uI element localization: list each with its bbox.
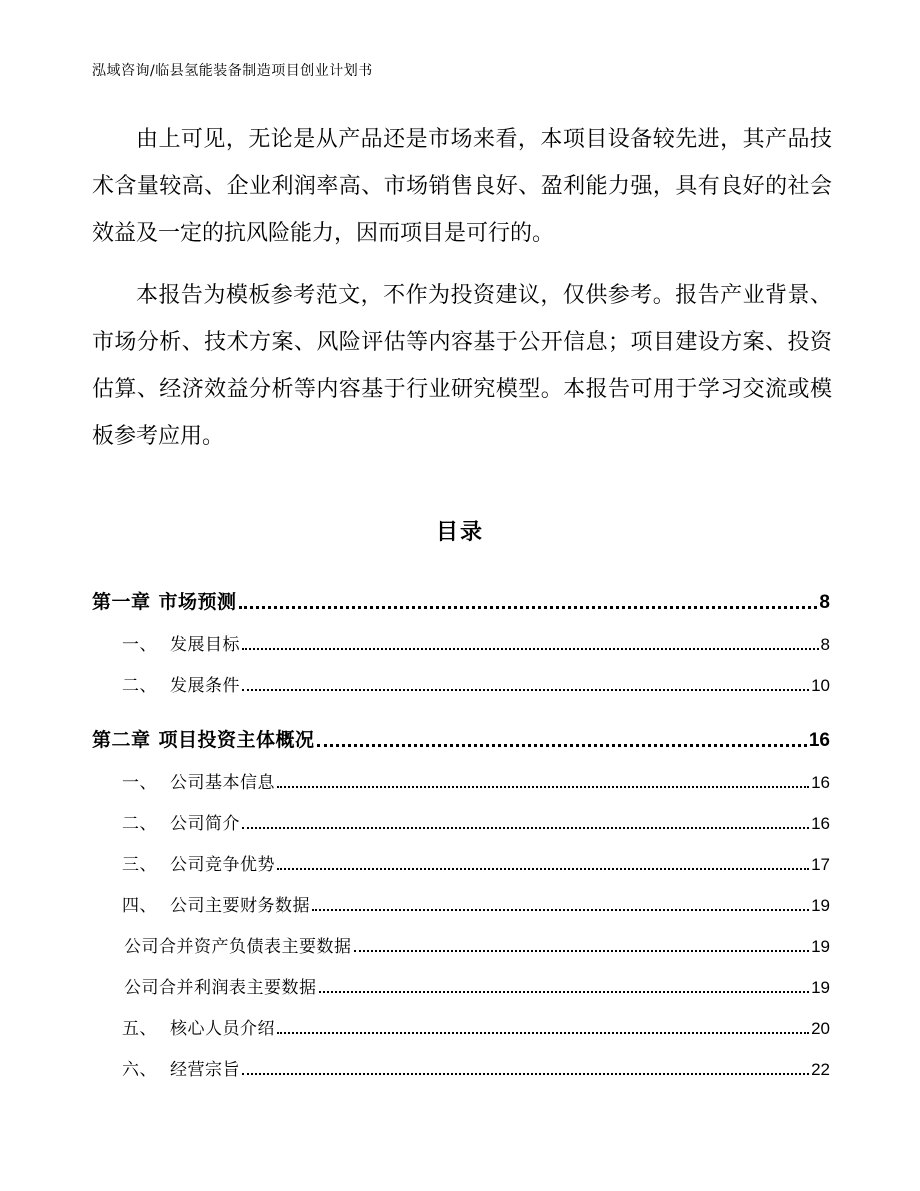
toc-entry-label: 公司合并利润表主要数据 xyxy=(124,978,317,998)
toc-entry-number: 一、 xyxy=(122,773,157,793)
toc-entry-section[interactable] xyxy=(92,758,830,799)
running-header: 泓域咨询/临县氢能装备制造项目创业计划书 xyxy=(92,63,373,79)
toc-dot-leader xyxy=(319,991,810,993)
toc-entry-label xyxy=(92,725,315,758)
toc-dot-leader xyxy=(242,1073,809,1075)
toc-entry-label xyxy=(122,1055,240,1086)
toc-entry-number: 三、 xyxy=(122,855,157,875)
toc-entry-number: 第二章 xyxy=(92,729,151,751)
toc-entry-title: 公司主要财务数据 xyxy=(170,896,310,916)
toc-entry-section[interactable] xyxy=(92,840,830,881)
toc-entry-number: 二、 xyxy=(122,814,157,834)
toc-dot-leader xyxy=(354,950,810,952)
toc-entry-title: 公司简介 xyxy=(170,814,240,834)
toc-dot-leader xyxy=(242,648,819,650)
toc-entry-title: 发展目标 xyxy=(170,635,240,655)
toc-entry-number: 第一章 xyxy=(92,591,151,613)
toc-entry-chapter-1[interactable] xyxy=(92,576,830,620)
toc-entry-label xyxy=(122,891,310,922)
toc-entry-page: 10 xyxy=(811,676,830,695)
toc-entry-title: 核心人员介绍 xyxy=(170,1019,275,1039)
body-paragraph-conclusion: 由上可见，无论是从产品还是市场来看，本项目设备较先进，其产品技术含量较高、企业利润率高、市场销售良好、盈利能力强，具有良好的社会效益及一定的抗风险能力，因而项目是可行的。 xyxy=(92,127,832,246)
toc-entry-title: 发展条件 xyxy=(170,676,240,696)
toc-entry-page: 16 xyxy=(808,730,830,751)
toc-entry-page: 16 xyxy=(811,773,830,792)
toc-entry-label xyxy=(92,587,237,620)
toc-entry-page: 16 xyxy=(811,814,830,833)
toc-entry-page: 20 xyxy=(811,1019,830,1038)
toc-dot-leader xyxy=(242,827,809,829)
toc-entry-section[interactable] xyxy=(92,881,830,922)
toc-dot-leader xyxy=(242,689,809,691)
toc-entry-page: 19 xyxy=(811,978,830,997)
body-paragraph-disclaimer: 本报告为模板参考范文，不作为投资建议，仅供参考。报告产业背景、市场分析、技术方案、风险评估等内容基于公开信息；项目建设方案、投资估算、经济效益分析等内容基于行业研究模型。本报告可用于学习交流或模板参考应用。 xyxy=(92,283,832,449)
toc-dot-leader xyxy=(317,744,807,747)
toc-entry-chapter-2[interactable] xyxy=(92,714,830,758)
toc-entry-section[interactable] xyxy=(92,661,830,702)
toc-entry-number: 六、 xyxy=(122,1060,157,1080)
toc-entry-label xyxy=(122,1014,275,1045)
toc-entry-subsection[interactable] xyxy=(92,922,830,963)
header-divider xyxy=(90,90,830,91)
toc-chapter-spacer xyxy=(92,702,830,714)
toc-dot-leader xyxy=(277,1032,809,1034)
toc-entry-subsection[interactable] xyxy=(92,963,830,1004)
toc-entry-page: 19 xyxy=(811,937,830,956)
toc-entry-label xyxy=(122,768,275,799)
toc-entry-page: 22 xyxy=(811,1060,830,1079)
toc-dot-leader xyxy=(312,909,809,911)
toc-entry-number: 五、 xyxy=(122,1019,157,1039)
toc-entry-number: 二、 xyxy=(122,676,157,696)
toc-dot-leader xyxy=(239,606,818,609)
toc-entry-section[interactable] xyxy=(92,1045,830,1086)
toc-entry-number: 四、 xyxy=(122,896,157,916)
toc-title: 目录 xyxy=(435,520,484,545)
toc-entry-title: 市场预测 xyxy=(158,591,237,613)
toc-entry-page: 17 xyxy=(811,855,830,874)
toc-entry-number: 一、 xyxy=(122,635,157,655)
toc-entry-label xyxy=(122,630,240,661)
toc-dot-leader xyxy=(277,786,809,788)
toc-entry-title: 经营宗旨 xyxy=(170,1060,240,1080)
toc-entry-title: 项目投资主体概况 xyxy=(158,729,315,751)
toc-entry-label: 公司合并资产负债表主要数据 xyxy=(124,937,352,957)
toc-entry-section[interactable] xyxy=(92,799,830,840)
toc-entry-page: 8 xyxy=(819,592,830,613)
toc-entry-title: 公司基本信息 xyxy=(170,773,275,793)
toc-entry-label xyxy=(122,850,275,881)
toc-entry-section[interactable] xyxy=(92,620,830,661)
toc-entry-page: 19 xyxy=(811,896,830,915)
toc-dot-leader xyxy=(277,868,809,870)
toc-entry-label xyxy=(122,809,240,840)
toc-entry-label xyxy=(122,671,240,702)
table-of-contents xyxy=(92,576,830,1086)
toc-entry-title: 公司竞争优势 xyxy=(170,855,275,875)
toc-entry-section[interactable] xyxy=(92,1004,830,1045)
toc-entry-page: 8 xyxy=(820,635,830,654)
